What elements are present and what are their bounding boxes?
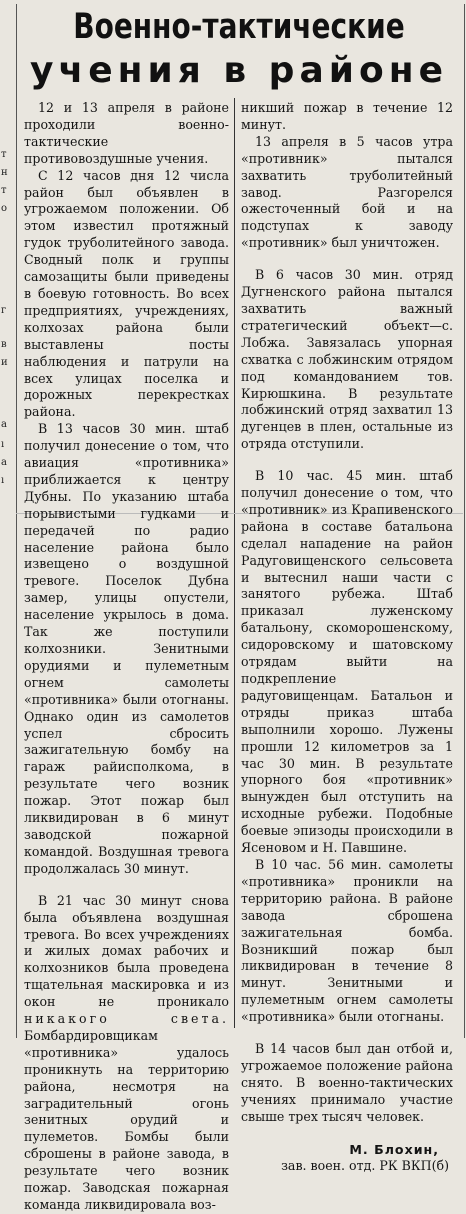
paragraph-text: В 21 час 30 минут снова была объявлена воздушная тревога. Во всех учреждениях и жилых домах рабочих и колхозников была проведена тщательная маскировка и из окон не проникало [24, 892, 229, 1010]
article-headline [24, 6, 454, 94]
margin-fragment: ı [1, 475, 5, 486]
emphasized-text: никакого света. [24, 1011, 229, 1027]
margin-fragment: а [1, 457, 7, 468]
paragraph: В 14 часов был дан отбой и, угрожаемое положение района снято. В военно-тактических учениях принимало участие свыше трех тысяч человек. [241, 1041, 453, 1124]
right-column [241, 100, 453, 1175]
margin-fragment: т [1, 149, 7, 160]
margin-fragment: о [1, 203, 8, 214]
headline-line-2: учения в районе [30, 50, 448, 91]
paragraph: В 13 часов 30 мин. штаб получил донесение о том, что авиация «противника» приближается к центру Дубны. По указанию штаба порывистыми гудками и передачей по радио население района было извещено о воздушной тревоге. Поселок Дубна замер, улицы опустели, население укрылось в дома. Так же поступили колхозники. Зенитными орудиями и пулеметным огнем самолеты «противника» были отогнаны. Однако один из самолетов успел сбросить зажигательную бомбу на гараж райисполкома, в результате чего возник пожар. Этот пожар был ликвидирован в 6 минут заводской пожарной командой. Воздушная тревога продолжалась 30 минут. [24, 421, 229, 876]
margin-fragment: в [1, 339, 7, 350]
headline-line-1: Военно-тактические [73, 7, 405, 47]
left-column [24, 100, 229, 1214]
left-margin-fragments [0, 0, 16, 1042]
margin-fragment: ı [1, 439, 5, 450]
signature-title: зав. воен. отд. РК ВКП(б) [281, 1158, 449, 1174]
paragraph: 13 апреля в 5 часов утра «противник» пытался захватить труболитейный завод. Разгорелся ожесточенный бой и на подступах к заводу «противник» был уничтожен. [241, 133, 453, 251]
signature-name: М. Блохин, [349, 1141, 439, 1157]
margin-fragment: г [1, 305, 7, 316]
paragraph: В 10 час. 45 мин. штаб получил донесение о том, что «противник» из Крапивенского района в составе батальона сделал нападение на район Радуговищенского сельсовета и вытеснил наши части с занятого рубежа. Штаб приказал луженскому батальону, скоморошенскому, сидоровскому и шатовскому отрядам выйти на подкрепление радуговищенцам. Батальон и отряды приказ штаба выполнили хорошо. Лужены прошли 12 километров за 1 час 30 мин. В результате упорного боя «противник» вынужден был отступить на исходные рубежи. Подобные боевые эпизоды происходили в Ясеновом и Н. Павшине. [241, 468, 453, 856]
paragraph: С 12 часов дня 12 числа район был объявлен в угрожаемом положении. Об этом известил протяжный гудок труболитейного завода. Сводный полк и группы самозащиты были приведены в боевую готовность. Во всех предприятиях, учреждениях, колхозах района были выставлены посты наблюдения и патрули на всех улицах поселка и дорожных перекрестках района. [24, 167, 229, 420]
paragraph: никший пожар в течение 12 минут. [241, 100, 453, 132]
paragraph: В 6 часов 30 мин. отряд Дугненского района пытался захватить важный стратегический объект—с. Лобжа. Завязалась упорная схватка с лобжинским отрядом под командованием тов. Кирюшкина. В результате лобжинский отряд захватил 13 дугенцев в плен, остальные из отряда отступили. [241, 267, 453, 452]
margin-fragment: н [1, 167, 8, 178]
column-divider [234, 98, 235, 1028]
paragraph [24, 893, 229, 1214]
margin-fragment: т [1, 185, 7, 196]
paragraph-text: Бомбардировщикам «противника» удалось проникнуть на территорию района, несмотря на заградительный огонь зенитных орудий и пулеметов. Бомбы были сброшены в районе завода, в результате чего возник пожар. Заводская пожарная команда ликвидировала воз- [24, 1027, 229, 1212]
margin-fragment: и [1, 357, 8, 368]
paragraph: 12 и 13 апреля в районе проходили военно-тактические противовоздушные учения. [24, 100, 229, 166]
margin-fragment: а [1, 419, 7, 430]
paragraph: В 10 час. 56 мин. самолеты «противника» проникли на территорию района. В районе завода сброшена зажигательная бомба. Возникший пожар был ликвидирован в течение 8 минут. Зенитными и пулеметным огнем самолеты «противника» были отогнаны. [241, 856, 453, 1025]
